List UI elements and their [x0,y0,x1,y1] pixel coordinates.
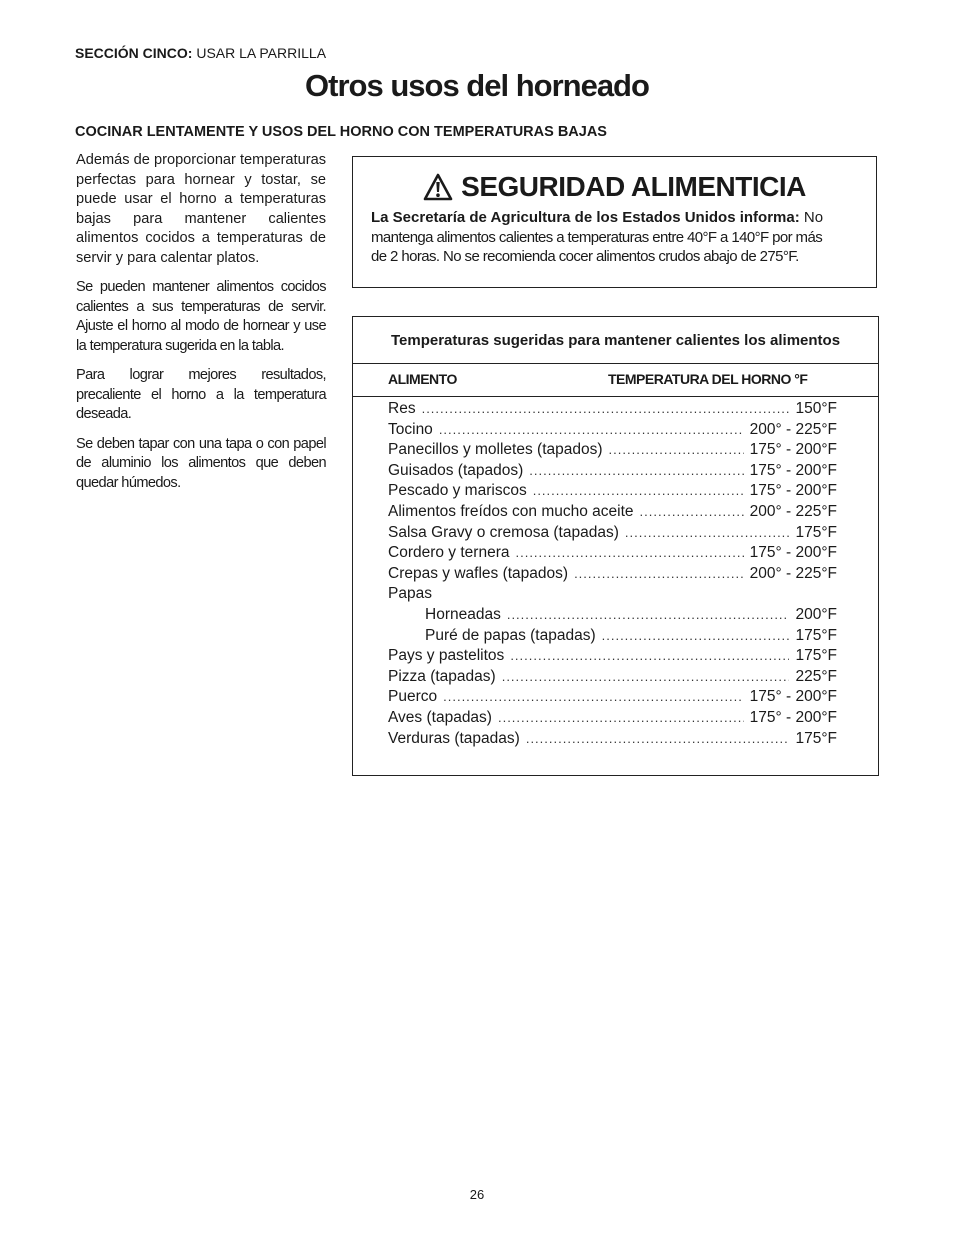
dot-leader [502,667,790,688]
oven-temperature: 175° - 200°F [749,708,837,726]
table-row [388,667,837,688]
food-name: Puerco [388,688,438,706]
dot-leader [533,481,744,502]
table-row [388,440,837,461]
dot-leader [602,626,790,647]
intro-column [76,151,326,503]
intro-paragraph-1: Además de proporcionar temperaturas perfectas para hornear y tostar, se puede usar el horno a temperaturas bajas para mantener calientes alimentos cocidos a temperaturas de servir y para calentar platos. [76,152,326,266]
table-row [388,502,837,523]
oven-temperature: 175° - 200°F [749,441,837,459]
food-safety-box [352,156,877,288]
food-safety-text [371,208,860,267]
table-row [388,420,837,441]
food-name: Crepas y wafles (tapados) [388,564,569,582]
table-row [388,646,837,667]
table-row [388,687,837,708]
food-name: Alimentos freídos con mucho aceite [388,502,634,520]
dot-leader [438,584,831,605]
oven-temperature: 175° - 200°F [749,688,837,706]
food-name: Verduras (tapadas) [388,729,520,747]
dot-leader [526,729,790,750]
oven-temperature: 175° - 200°F [749,482,837,500]
oven-temperature: 175°F [795,626,837,644]
table-row [388,523,837,544]
food-safety-text-2: mantenga alimentos calientes a temperaturas entre 40°F a 140°F por más [371,228,823,246]
table-row [388,626,837,647]
intro-paragraph-4: Se deben tapar con una tapa o con papel de aluminio los alimentos que deben quedar húmedos. [76,435,326,491]
oven-temperature: 175°F [795,647,837,665]
dot-leader [507,605,790,626]
dot-leader [574,564,744,585]
dot-leader [443,687,744,708]
food-name: Pescado y mariscos [388,482,527,500]
food-name: Res [388,400,416,417]
oven-temperature: 200°F [795,605,837,623]
food-name: Puré de papas (tapadas) [425,626,596,644]
temperature-table-rows [388,399,837,749]
dot-leader [529,461,743,482]
food-name: Papas [388,585,432,603]
dot-leader [625,523,790,544]
temperature-table [352,316,879,776]
intro-paragraph-2: Se pueden mantener alimentos cocidos calientes a sus temperaturas de servir. Ajuste el horno al modo de hornear y use la temperatura sugerida en la tabla. [76,279,326,354]
food-name: Guisados (tapados) [388,461,524,479]
food-name: Salsa Gravy o cremosa (tapadas) [388,523,619,541]
dot-leader [498,708,744,729]
oven-temperature: 200° - 225°F [749,420,837,438]
food-safety-text-3: de 2 horas. No se recomienda cocer alimentos crudos abajo de 275°F. [371,248,799,265]
section-label-bold: SECCIÓN CINCO: [75,45,193,61]
page-title: Otros usos del horneado [305,68,649,103]
table-row [388,564,837,585]
table-row [388,729,837,750]
subheading: COCINAR LENTAMENTE Y USOS DEL HORNO CON TEMPERATURAS BAJAS [75,124,607,140]
page-number: 26 [469,1187,485,1202]
food-name: Pays y pastelitos [388,647,505,665]
oven-temperature: 200° - 225°F [749,564,837,582]
table-row [388,708,837,729]
oven-temperature: 175° - 200°F [749,544,837,562]
table-row [388,584,837,605]
food-name: Aves (tapadas) [388,708,492,726]
oven-temperature: 150°F [795,400,837,417]
oven-temperature: 200° - 225°F [749,502,837,520]
column-header-temperature: TEMPERATURA DEL HORNO °F [608,371,808,387]
temperature-table-column-headers [353,364,878,397]
temperature-table-heading: Temperaturas sugeridas para mantener calientes los alimentos [353,317,878,364]
oven-temperature: 175° - 200°F [749,461,837,479]
oven-temperature: 175°F [795,729,837,747]
section-label-text: USAR LA PARRILLA [196,45,327,61]
food-safety-title: SEGURIDAD ALIMENTICIA [461,171,806,202]
dot-leader [510,646,789,667]
dot-leader [640,502,744,523]
food-name: Panecillos y molletes (tapados) [388,441,603,459]
food-safety-lead: La Secretaría de Agricultura de los Estados Unidos informa: [371,209,800,226]
table-row [388,605,837,626]
intro-paragraph-3: Para lograr mejores resultados, precaliente el horno a la temperatura deseada. [76,367,326,422]
column-header-food: ALIMENTO [388,371,457,387]
food-name: Horneadas [425,605,501,623]
table-row [388,481,837,502]
section-label [75,45,326,61]
table-row [388,461,837,482]
dot-leader [609,440,744,461]
food-name: Cordero y ternera [388,544,510,562]
food-safety-text-1: No [803,209,824,226]
food-name: Pizza (tapadas) [388,667,496,685]
table-row [388,399,837,420]
dot-leader [515,543,743,564]
food-name: Tocino [388,420,433,438]
oven-temperature: 175°F [795,523,837,541]
table-row [388,543,837,564]
dot-leader [422,399,790,420]
warning-triangle-icon [423,173,453,201]
oven-temperature: 225°F [795,667,837,685]
food-safety-title-row [353,171,876,203]
dot-leader [439,420,744,441]
